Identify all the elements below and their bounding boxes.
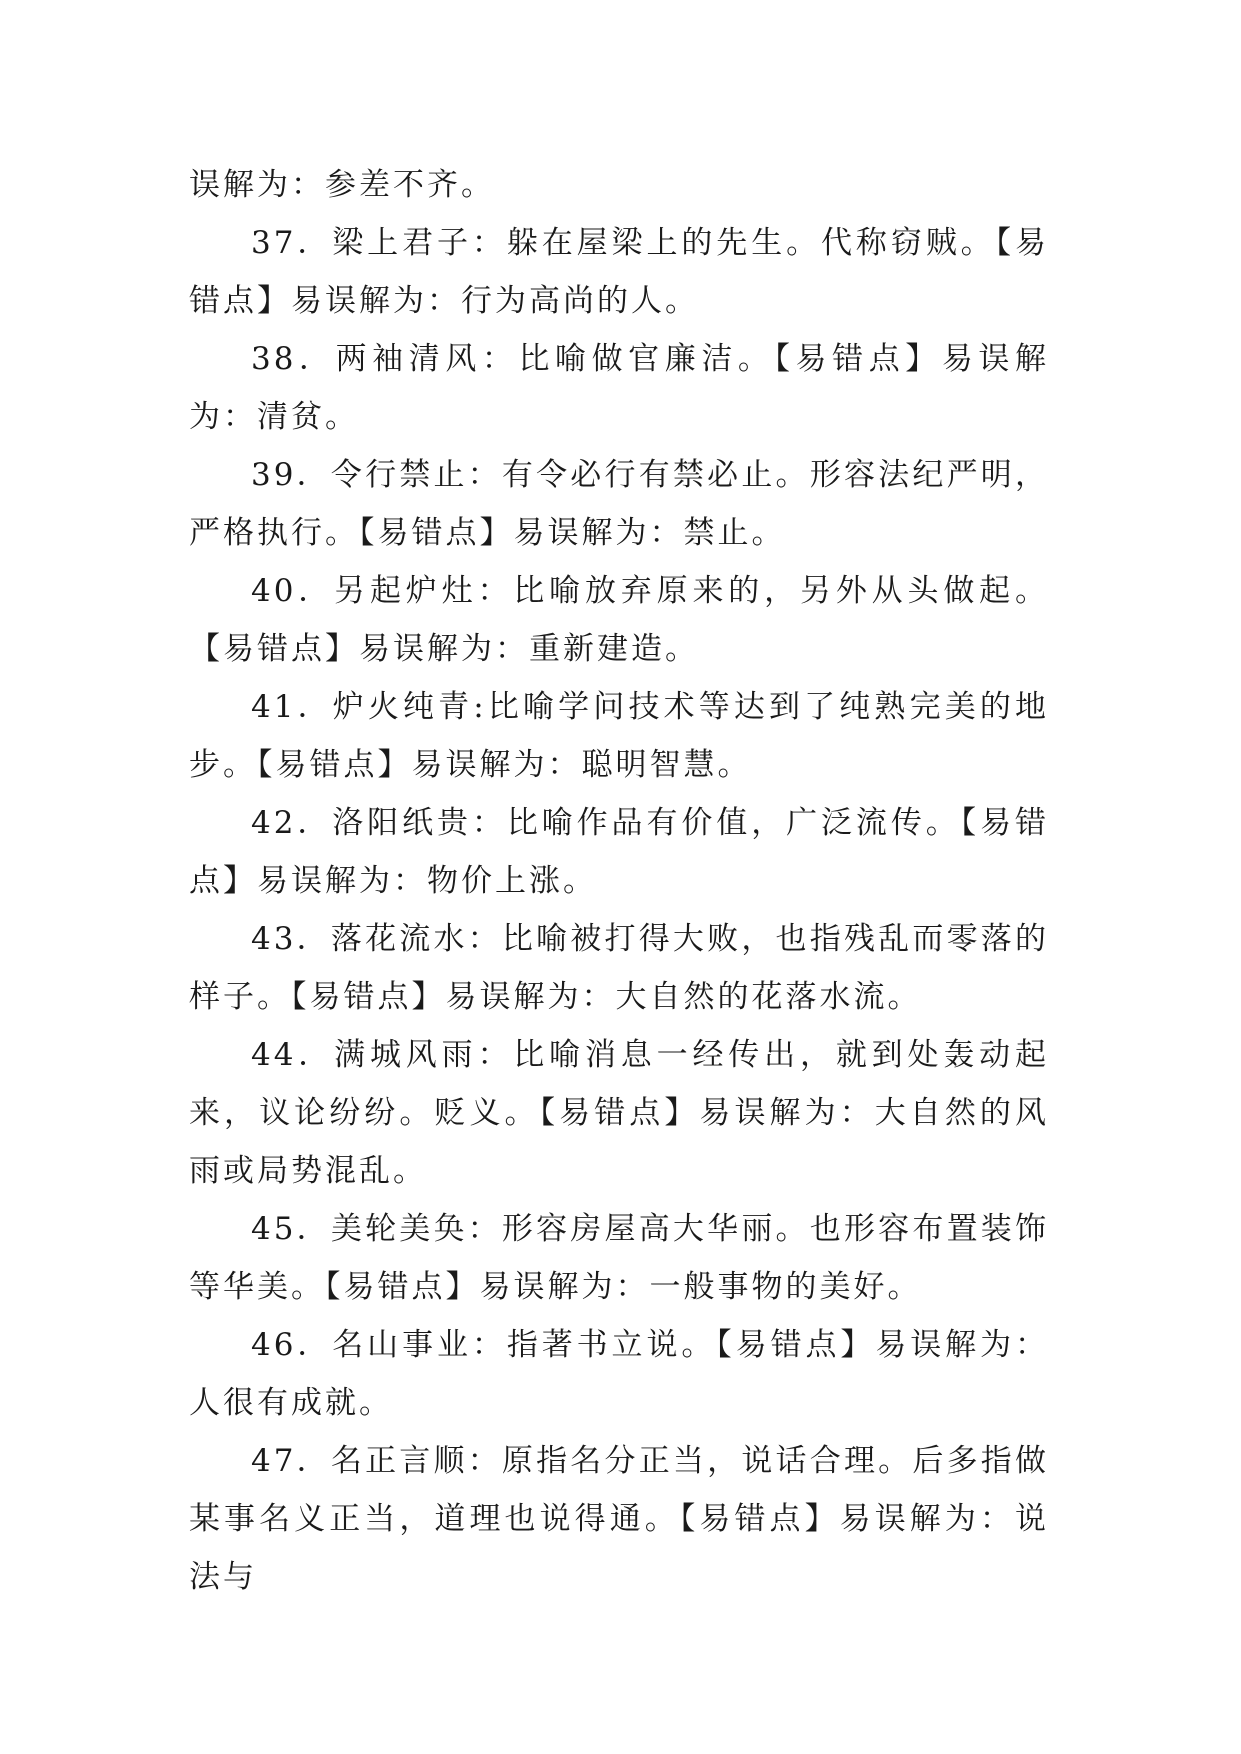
paragraph-item-40: 40．另起炉灶：比喻放弃原来的，另外从头做起。【易错点】易误解为：重新建造。 (189, 573, 1049, 667)
paragraph-item-47: 47．名正言顺：原指名分正当，说话合理。后多指做某事名义正当，道理也说得通。【易错点】易误解为：说法与 (189, 1443, 1049, 1595)
document-body (189, 156, 1049, 1606)
paragraph-item-37: 37．梁上君子：躲在屋梁上的先生。代称窃贼。【易错点】易误解为：行为高尚的人。 (189, 225, 1049, 319)
paragraph-item-41: 41．炉火纯青:比喻学问技术等达到了纯熟完美的地步。【易错点】易误解为：聪明智慧。 (189, 689, 1049, 783)
paragraph-item-45: 45．美轮美奂：形容房屋高大华丽。也形容布置装饰等华美。【易错点】易误解为：一般事物的美好。 (189, 1211, 1049, 1305)
paragraph-continuation: 误解为：参差不齐。 (189, 167, 495, 203)
paragraph-item-39: 39．令行禁止：有令必行有禁必止。形容法纪严明，严格执行。【易错点】易误解为：禁止。 (189, 457, 1049, 551)
paragraph-item-46: 46．名山事业：指著书立说。【易错点】易误解为：人很有成就。 (189, 1327, 1049, 1421)
paragraph-item-43: 43．落花流水：比喻被打得大败，也指残乱而零落的样子。【易错点】易误解为：大自然的花落水流。 (189, 921, 1049, 1015)
paragraph-item-44: 44．满城风雨：比喻消息一经传出，就到处轰动起来，议论纷纷。贬义。【易错点】易误解为：大自然的风雨或局势混乱。 (189, 1037, 1049, 1189)
paragraph-item-38: 38．两袖清风：比喻做官廉洁。【易错点】易误解为：清贫。 (189, 341, 1049, 435)
paragraph-item-42: 42．洛阳纸贵：比喻作品有价值，广泛流传。【易错点】易误解为：物价上涨。 (189, 805, 1049, 899)
